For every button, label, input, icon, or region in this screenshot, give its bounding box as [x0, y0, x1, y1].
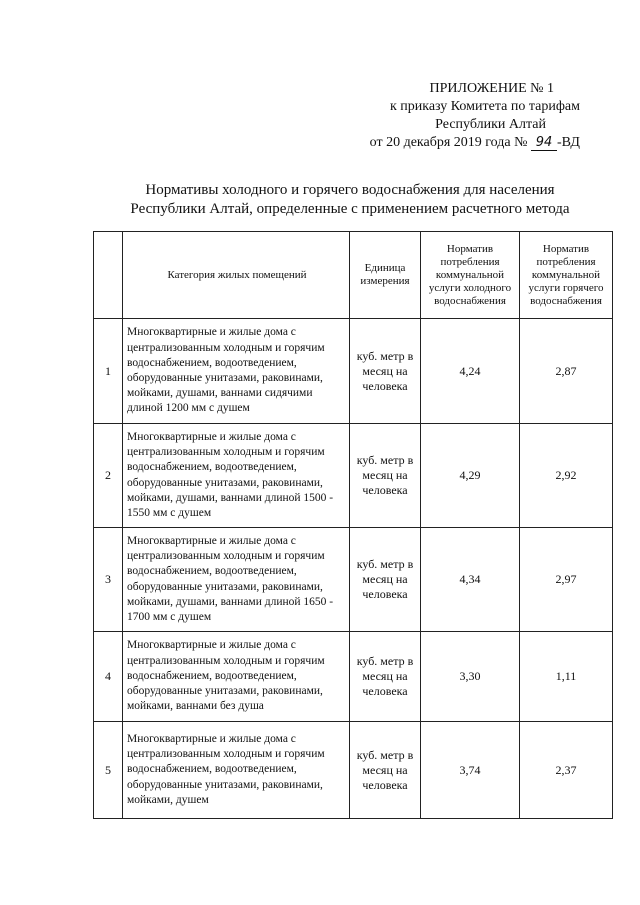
- order-reference: к приказу Комитета по тарифам: [389, 99, 580, 114]
- title-line-1: Нормативы холодного и горячего водоснабжения для населения: [145, 182, 555, 198]
- table-header-row: [94, 232, 613, 319]
- row-cold-norm: 4,24: [421, 319, 520, 424]
- row-number: 1: [94, 319, 123, 424]
- order-suffix: -ВД: [556, 135, 580, 150]
- row-unit: куб. метр в месяц на человека: [350, 528, 421, 632]
- republic-name: Республики Алтай: [435, 117, 546, 132]
- row-category: Многоквартирные и жилые дома с централизованным холодным и горячим водоснабжением, водоотведением, оборудованные унитазами, раковинами, мойками, душами, ваннами длиной 1500 - 1550 мм с душем: [123, 424, 350, 528]
- row-hot-norm: 1,11: [520, 632, 613, 722]
- table-row: [94, 424, 613, 528]
- header-category: Категория жилых помещений: [123, 232, 350, 319]
- table-row: [94, 632, 613, 722]
- header-cold-norm: Норматив потребления коммунальной услуги холодного водоснабжения: [421, 232, 520, 319]
- row-cold-norm: 3,30: [421, 632, 520, 722]
- order-date-line: [0, 134, 600, 152]
- row-category: Многоквартирные и жилые дома с централизованным холодным и горячим водоснабжением, водоотведением, оборудованные унитазами, раковинами, мойками, душем: [123, 722, 350, 819]
- row-number: 4: [94, 632, 123, 722]
- row-category: Многоквартирные и жилые дома с централизованным холодным и горячим водоснабжением, водоотведением, оборудованные унитазами, раковинами, мойками, душами, ваннами сидячими длиной 1200 мм с душем: [123, 319, 350, 424]
- table-row: [94, 722, 613, 819]
- document-header: [0, 80, 600, 152]
- norms-table: [93, 231, 613, 819]
- document-title: [60, 181, 640, 219]
- table-row: [94, 319, 613, 424]
- row-unit: куб. метр в месяц на человека: [350, 319, 421, 424]
- row-hot-norm: 2,87: [520, 319, 613, 424]
- row-hot-norm: 2,92: [520, 424, 613, 528]
- title-line-2: Республики Алтай, определенные с применением расчетного метода: [130, 201, 570, 217]
- header-num: [94, 232, 123, 319]
- row-cold-norm: 4,29: [421, 424, 520, 528]
- row-unit: куб. метр в месяц на человека: [350, 632, 421, 722]
- row-cold-norm: 3,74: [421, 722, 520, 819]
- row-category: Многоквартирные и жилые дома с централизованным холодным и горячим водоснабжением, водоотведением, оборудованные унитазами, раковинами, мойками, душами, ваннами длиной 1650 - 1700 мм с душем: [123, 528, 350, 632]
- table-row: [94, 528, 613, 632]
- row-hot-norm: 2,97: [520, 528, 613, 632]
- row-number: 2: [94, 424, 123, 528]
- row-cold-norm: 4,34: [421, 528, 520, 632]
- row-unit: куб. метр в месяц на человека: [350, 722, 421, 819]
- row-category: Многоквартирные и жилые дома с централизованным холодным и горячим водоснабжением, водоотведением, оборудованные унитазами, раковинами, мойками, ваннами без душа: [123, 632, 350, 722]
- row-unit: куб. метр в месяц на человека: [350, 424, 421, 528]
- row-number: 5: [94, 722, 123, 819]
- order-number: 94: [531, 136, 557, 151]
- header-hot-norm: Норматив потребления коммунальной услуги горячего водоснабжения: [520, 232, 613, 319]
- header-unit: Единица измерения: [350, 232, 421, 319]
- row-number: 3: [94, 528, 123, 632]
- appendix-label: ПРИЛОЖЕНИЕ № 1: [429, 81, 554, 96]
- row-hot-norm: 2,37: [520, 722, 613, 819]
- order-date: от 20 декабря 2019 года №: [369, 135, 528, 150]
